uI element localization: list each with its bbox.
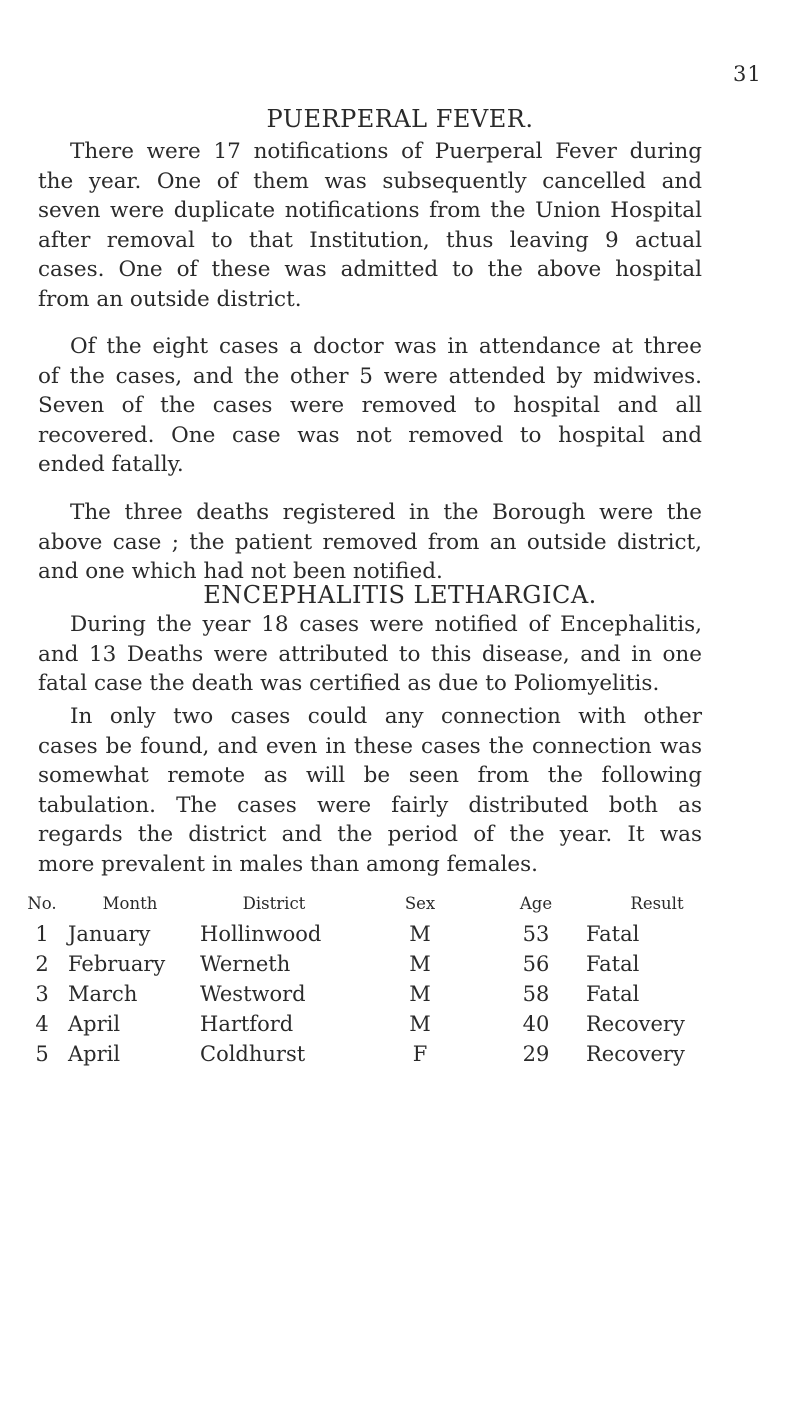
table-row xyxy=(26,982,716,1012)
paragraph-puerperal-attendance xyxy=(38,332,702,480)
cell-result: Fatal xyxy=(586,982,640,1006)
text-line: seven were duplicate notifications from the Union Hospital xyxy=(38,198,702,223)
page-number: 31 xyxy=(733,62,762,86)
text-line: regards the district and the period of the year. It was xyxy=(38,822,702,847)
cell-month: April xyxy=(68,1042,121,1066)
cell-sex: M xyxy=(409,982,431,1006)
section-heading-puerperal-fever: PUERPERAL FEVER. xyxy=(266,105,534,133)
cell-sex: M xyxy=(409,1012,431,1036)
cell-district: Coldhurst xyxy=(200,1042,306,1066)
text-line: The three deaths registered in the Borough were the xyxy=(70,500,702,525)
text-line: There were 17 notifications of Puerperal Fever during xyxy=(70,139,702,164)
text-line: and one which had not been notified. xyxy=(38,559,443,584)
header-result: Result xyxy=(630,894,684,913)
text-line: ended fatally. xyxy=(38,452,184,477)
cell-district: Westword xyxy=(200,982,306,1006)
header-age: Age xyxy=(519,894,553,913)
text-line: and 13 Deaths were attributed to this disease, and in one xyxy=(38,641,702,667)
text-line: somewhat remote as will be seen from the following xyxy=(38,763,702,788)
table-row xyxy=(26,1012,716,1042)
cell-result: Recovery xyxy=(586,1042,685,1066)
header-district: District xyxy=(242,894,306,913)
header-no: No. xyxy=(27,894,57,913)
section-heading-encephalitis-lethargica: ENCEPHALITIS LETHARGICA. xyxy=(203,581,597,609)
table-row xyxy=(26,922,716,952)
cell-age: 29 xyxy=(522,1042,550,1066)
cell-no: 3 xyxy=(35,982,49,1006)
cell-result: Recovery xyxy=(586,1012,685,1036)
cell-no: 4 xyxy=(35,1012,49,1036)
cell-age: 40 xyxy=(522,1012,550,1036)
text-line: recovered. One case was not removed to hospital and xyxy=(38,422,702,448)
table-row xyxy=(26,952,716,982)
cell-sex: M xyxy=(409,952,431,976)
encephalitis-cases-table xyxy=(26,894,716,1072)
text-line: above case ; the patient removed from an outside district, xyxy=(38,529,702,555)
cell-result: Fatal xyxy=(586,922,640,946)
text-line: During the year 18 cases were notified of Encephalitis, xyxy=(70,612,702,637)
text-line: fatal case the death was certified as due to Poliomyelitis. xyxy=(38,671,660,696)
cell-district: Hartford xyxy=(200,1012,294,1036)
cell-month: March xyxy=(68,982,138,1006)
cell-no: 5 xyxy=(35,1042,49,1066)
cell-district: Werneth xyxy=(200,952,291,976)
cell-age: 53 xyxy=(522,922,550,946)
cell-age: 56 xyxy=(522,952,550,976)
cell-sex: F xyxy=(412,1042,428,1066)
text-line: Seven of the cases were removed to hospital and all xyxy=(38,393,702,418)
cell-age: 58 xyxy=(522,982,550,1006)
cell-no: 2 xyxy=(35,952,49,976)
text-line: tabulation. The cases were fairly distributed both as xyxy=(38,792,702,818)
text-line: the year. One of them was subsequently cancelled and xyxy=(38,168,702,194)
header-month: Month xyxy=(102,894,158,913)
text-line: In only two cases could any connection with other xyxy=(70,704,702,729)
text-line: Of the eight cases a doctor was in attendance at three xyxy=(70,334,702,359)
text-line: after removal to that Institution, thus leaving 9 actual xyxy=(38,227,702,253)
text-line: from an outside district. xyxy=(38,286,302,312)
table-row xyxy=(26,1042,716,1072)
table-header-row xyxy=(26,894,716,922)
cell-no: 1 xyxy=(35,922,49,946)
header-sex: Sex xyxy=(404,894,436,913)
cell-month: April xyxy=(68,1012,121,1036)
text-line: cases. One of these was admitted to the above hospital xyxy=(38,257,702,282)
paragraph-encephalitis-cases xyxy=(38,610,702,699)
cell-result: Fatal xyxy=(586,952,640,976)
cell-sex: M xyxy=(409,922,431,946)
cell-district: Hollinwood xyxy=(200,922,322,946)
paragraph-puerperal-notifications xyxy=(38,137,702,314)
text-line: cases be found, and even in these cases the connection was xyxy=(38,733,702,759)
cell-month: February xyxy=(68,952,166,976)
paragraph-encephalitis-connections xyxy=(38,702,702,879)
text-line: of the cases, and the other 5 were attended by midwives. xyxy=(38,363,702,389)
text-line: more prevalent in males than among females. xyxy=(38,851,538,877)
cell-month: January xyxy=(68,922,151,946)
paragraph-puerperal-deaths xyxy=(38,498,702,587)
